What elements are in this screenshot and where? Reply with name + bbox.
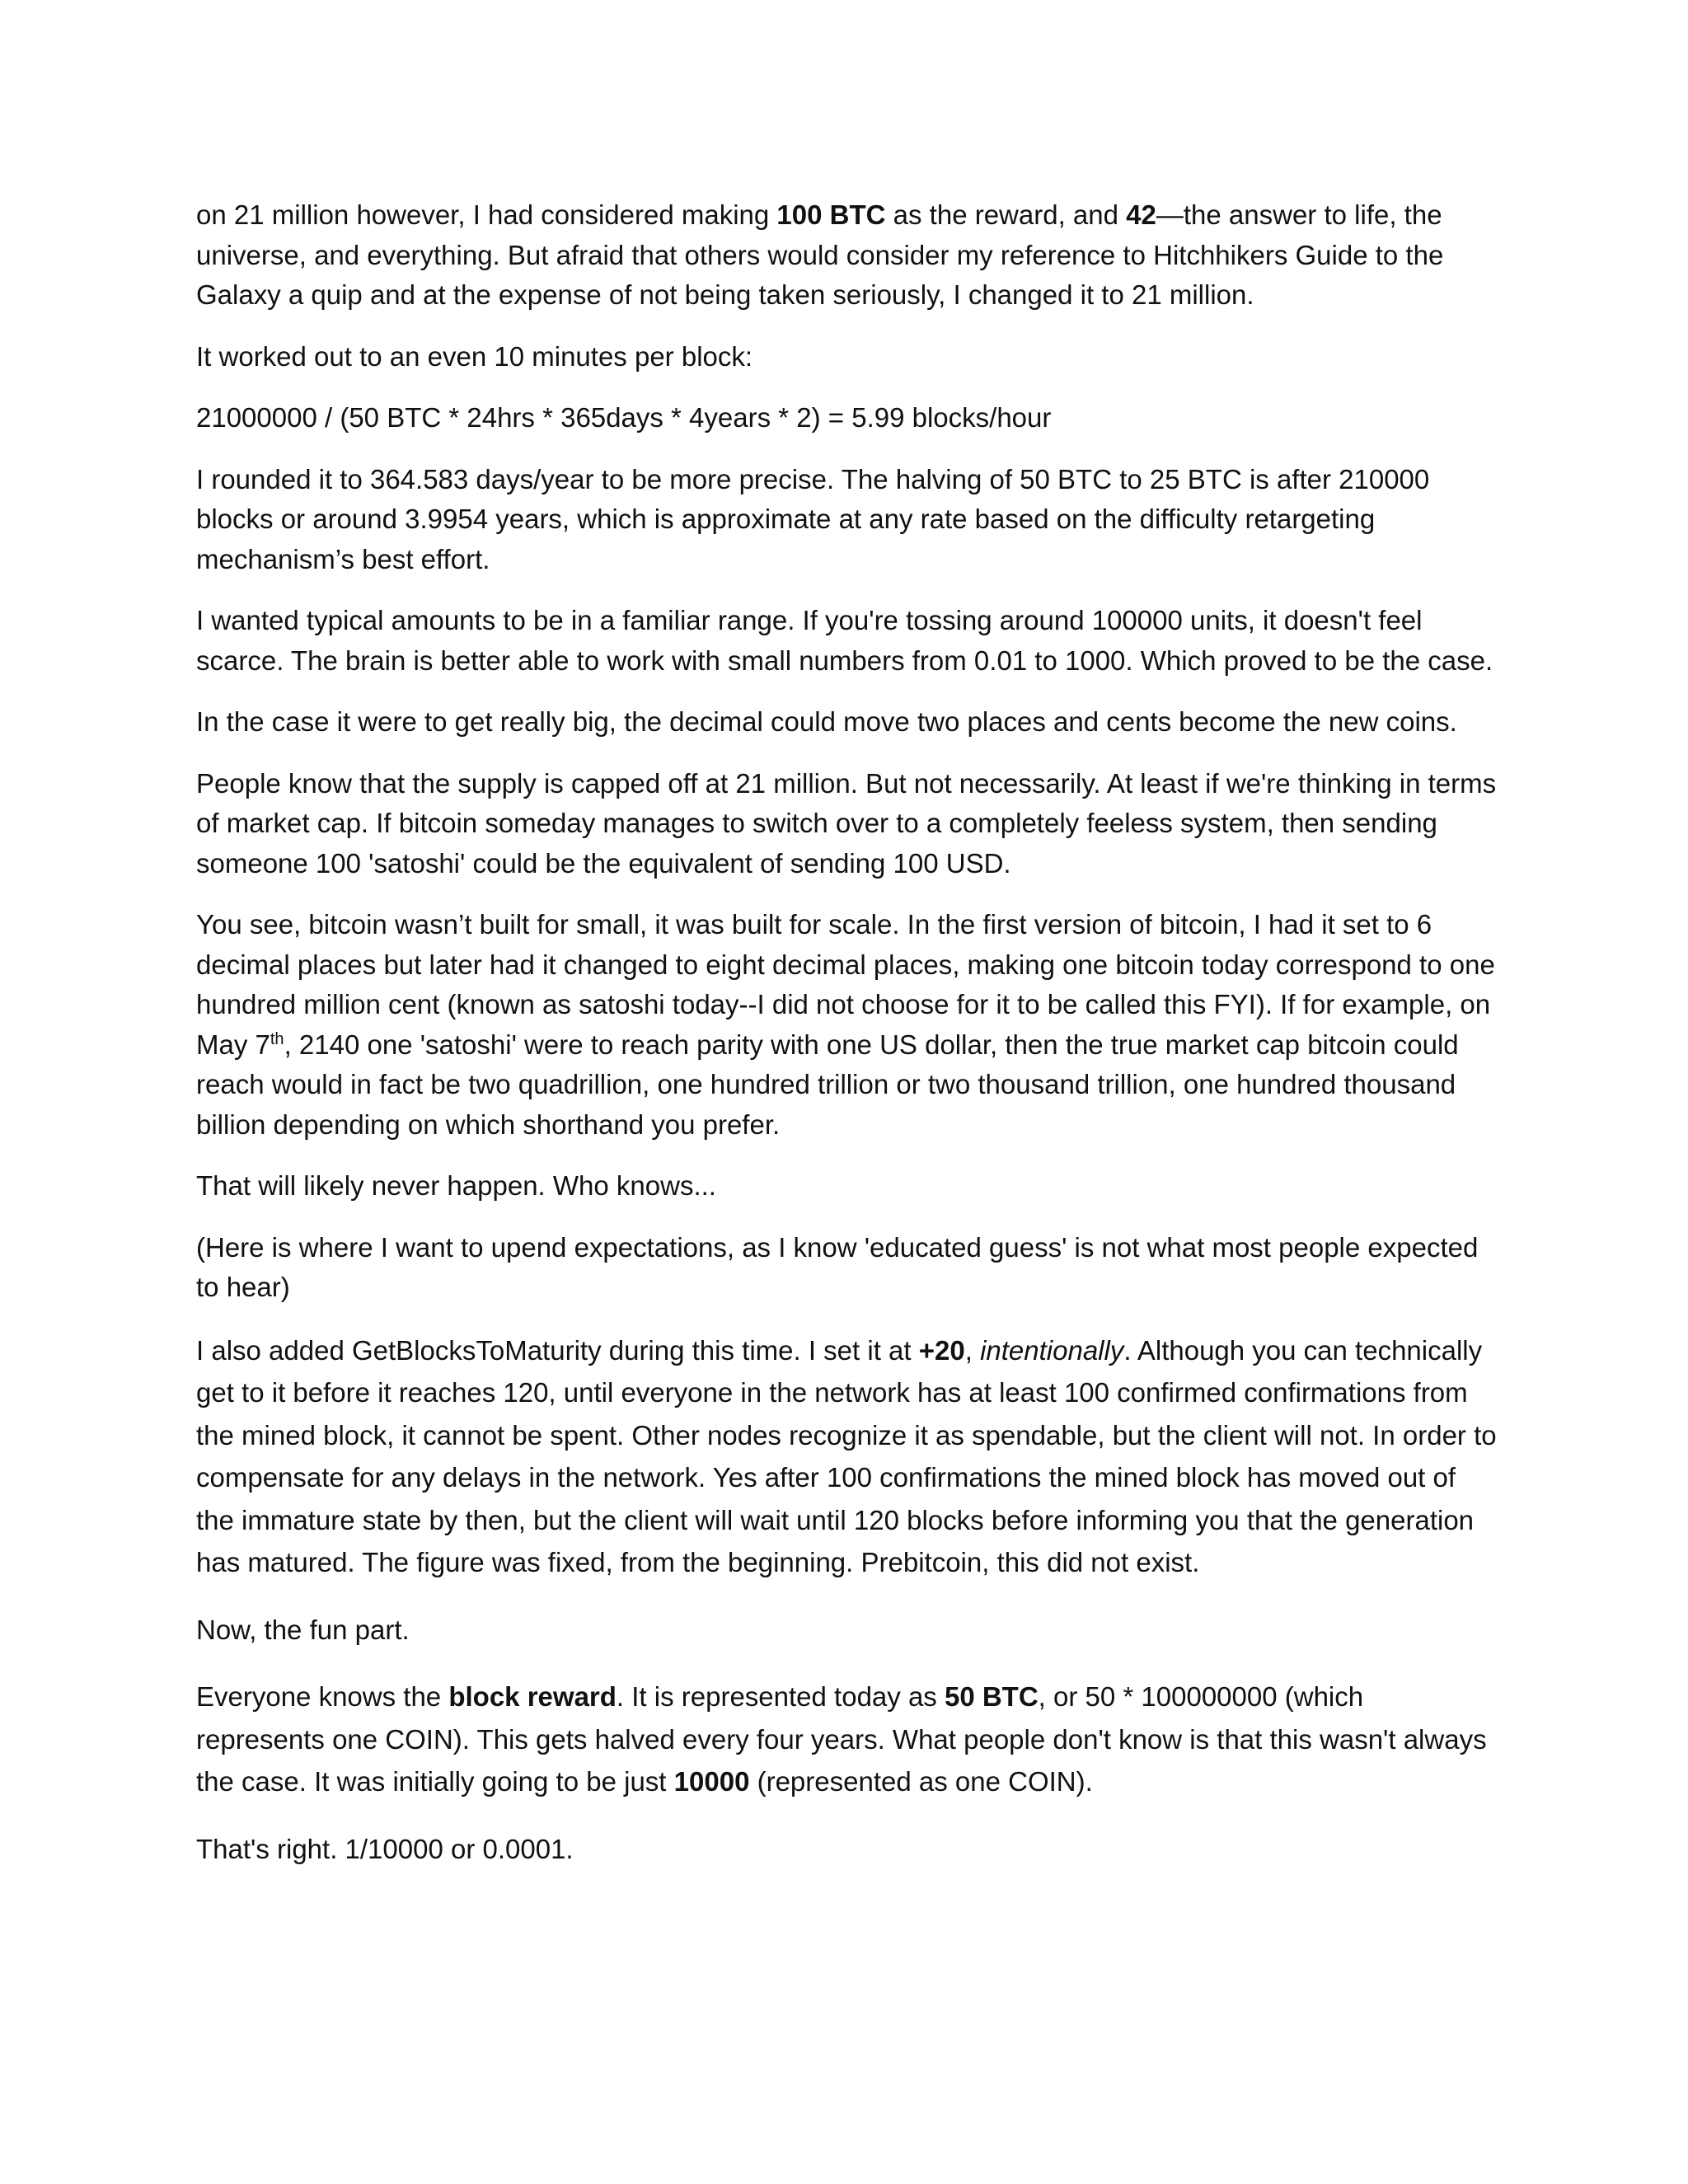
italic-text: intentionally bbox=[980, 1334, 1124, 1366]
text: (represented as one COIN). bbox=[749, 1766, 1093, 1797]
paragraph-familiar-range: I wanted typical amounts to be in a familiar range. If you're tossing around 100000 units, it doesn't feel scarce. The brain is better able to work with small numbers from 0.01 to 1000. Which proved to be the case. bbox=[196, 605, 1493, 676]
text: You see, bitcoin wasn’t built for small, it was built for scale. In the first version of bitcoin, I had it set to 6 decimal places but later had it changed to eight decimal places, making one bitcoin today correspond to one hundred million cent (known as satoshi today--I did not choose for it to be called this FYI). If for example, on May 7 bbox=[196, 909, 1495, 1060]
paragraph-halving: I rounded it to 364.583 days/year to be more precise. The halving of 50 BTC to 25 BTC is after 210000 blocks or around 3.9954 years, which is approximate at any rate based on the difficulty retargeting mechanism’s best effort. bbox=[196, 463, 1430, 574]
bold-text: 100 BTC bbox=[776, 199, 886, 230]
bold-text: block reward bbox=[448, 1681, 617, 1712]
paragraph-21-million bbox=[196, 195, 1498, 316]
paragraph-upend-expectations: (Here is where I want to upend expectations, as I know 'educated guess' is not what most people expected to hear) bbox=[196, 1231, 1479, 1302]
text: . It is represented today as bbox=[616, 1681, 945, 1712]
bold-text: 42 bbox=[1126, 199, 1156, 230]
text: , or 50 * 100000000 (which represents one COIN). This gets halved every four years. What people don't know is that this wasn't always the case. It was initially going to be just bbox=[196, 1681, 1487, 1797]
paragraph-ten-minutes: It worked out to an even 10 minutes per block: bbox=[196, 340, 753, 372]
text: as the reward, and bbox=[885, 199, 1127, 230]
paragraph-formula: 21000000 / (50 BTC * 24hrs * 365days * 4years * 2) = 5.99 blocks/hour bbox=[196, 402, 1052, 433]
paragraph-never-happen: That will likely never happen. Who knows... bbox=[196, 1170, 716, 1201]
paragraph-decimal-move: In the case it were to get really big, the decimal could move two places and cents become the new coins. bbox=[196, 706, 1457, 737]
document-body bbox=[196, 195, 1498, 1895]
paragraph-maturity bbox=[196, 1329, 1498, 1584]
bold-text: 10000 bbox=[673, 1766, 750, 1797]
text: I also added GetBlocksToMaturity during this time. I set it at bbox=[196, 1334, 919, 1366]
text: . Although you can technically get to it before it reaches 120, until everyone in the network has at least 100 confirmed confirmations from the mined block, it cannot be spent. Other nodes recognize it as spendable, but the client will not. In order to compensate for any delays in the network. Yes after 100 confirmations the mined block has moved out of the immature state by then, but the client will wait until 120 blocks before informing you that the generation has matured. The figure was fixed, from the beginning. Prebitcoin, this did not exist. bbox=[196, 1334, 1497, 1577]
text: , 2140 one 'satoshi' were to reach parity with one US dollar, then the true market cap bitcoin could reach would in fact be two quadrillion, one hundred trillion or two thousand trillion, one hundred thousand billion depending on which shorthand you prefer. bbox=[196, 1029, 1459, 1140]
paragraph-scale bbox=[196, 905, 1498, 1145]
paragraph-supply-cap: People know that the supply is capped off at 21 million. But not necessarily. At least if we're thinking in terms of market cap. If bitcoin someday manages to switch over to a completely feeless system, then sending someone 100 'satoshi' could be the equivalent of sending 100 USD. bbox=[196, 767, 1497, 879]
superscript: th bbox=[270, 1029, 284, 1048]
paragraph-block-reward bbox=[196, 1675, 1498, 1803]
bold-text: +20 bbox=[918, 1334, 965, 1366]
text: Everyone knows the bbox=[196, 1681, 449, 1712]
paragraph-fun-part: Now, the fun part. bbox=[196, 1614, 410, 1645]
paragraph-thats-right: That's right. 1/10000 or 0.0001. bbox=[196, 1833, 574, 1864]
text: —the answer to life, the universe, and everything. But afraid that others would consider my reference to Hitchhikers Guide to the Galaxy a quip and at the expense of not being taken seriously, I changed it to 21 million. bbox=[196, 199, 1444, 310]
text: , bbox=[964, 1334, 981, 1366]
bold-text: 50 BTC bbox=[944, 1681, 1039, 1712]
text: on 21 million however, I had considered making bbox=[196, 199, 777, 230]
